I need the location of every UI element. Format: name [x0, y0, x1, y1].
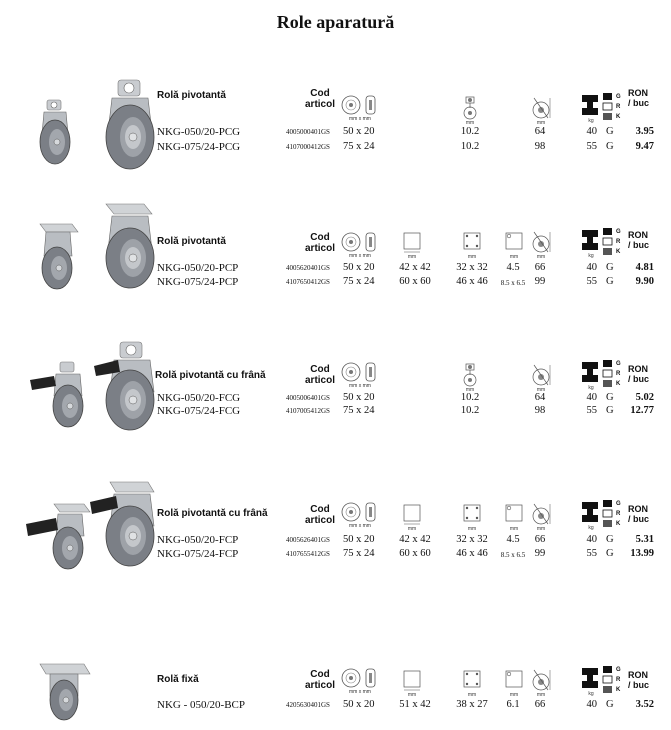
load-weight-icon: kg — [580, 500, 602, 534]
wheel-dimension-icon: mm x mm — [340, 93, 380, 125]
table-row: NKG-075/24-PCG 4107000412GS 75 x 24 10.2 98 55 G 9.47 — [157, 141, 654, 153]
caster-height-icon: mm — [530, 502, 552, 532]
plate-size-icon: mm — [400, 230, 424, 260]
wheel-dimension-icon: mm x mm — [340, 360, 380, 392]
section-bcp — [0, 610, 671, 730]
caster-plate-photo — [20, 196, 160, 316]
table-row: NKG-075/24-PCP 4107650412GS 75 x 24 60 x 60 46 x 46 8.5 x 6.5 99 55 G 9.90 — [157, 276, 654, 288]
load-weight-icon: kg — [580, 228, 602, 262]
section-title: Rolă pivotantă — [157, 236, 226, 247]
load-weight-icon: kg — [580, 360, 602, 394]
load-weight-icon: kg — [580, 93, 602, 127]
cod-articol-header: Cod articol — [304, 504, 335, 526]
hole-diameter-icon: mm — [503, 668, 525, 698]
load-weight-icon: kg — [580, 666, 602, 700]
price-header: RON / buc — [628, 230, 650, 250]
hole-spacing-icon: mm — [460, 502, 484, 532]
bolt-hole-icon: mm — [459, 363, 481, 393]
wheel-material-icon: G R K — [602, 359, 626, 393]
caster-height-icon: mm — [530, 363, 552, 393]
cod-articol-header: Cod articol — [304, 669, 335, 691]
price-header: RON / buc — [628, 88, 650, 108]
hole-diameter-icon: mm — [503, 502, 525, 532]
table-row: NKG-050/20-FCG 4005006401GS 50 x 20 10.2 64 40 G 5.02 — [157, 392, 654, 404]
caster-height-icon: mm — [530, 230, 552, 260]
section-fcp — [0, 474, 671, 594]
table-row: NKG-075/24-FCP 4107655412GS 75 x 24 60 x 60 46 x 46 8.5 x 6.5 99 55 G 13.99 — [157, 548, 654, 560]
wheel-material-icon: G R K — [602, 499, 626, 533]
section-title: Rolă pivotantă cu frână — [155, 370, 266, 381]
cod-articol-header: Cod articol — [304, 232, 335, 254]
bolt-hole-icon: mm — [459, 96, 481, 126]
section-pcp — [0, 196, 671, 316]
price-header: RON / buc — [628, 504, 650, 524]
wheel-dimension-icon: mm x mm — [340, 666, 380, 698]
table-row: NKG-050/20-FCP 4005626401GS 50 x 20 42 x 42 32 x 32 4.5 66 40 G 5.31 — [157, 534, 654, 546]
hole-spacing-icon: mm — [460, 668, 484, 698]
wheel-dimension-icon: mm x mm — [340, 500, 380, 532]
section-title: Rolă pivotantă cu frână — [157, 508, 268, 519]
section-title: Rolă pivotantă — [157, 90, 226, 101]
table-row: NKG - 050/20-BCP 4205630401GS 50 x 20 51 x 42 38 x 27 6.1 66 40 G 3.52 — [157, 699, 654, 711]
page-title: Role aparatură — [276, 12, 395, 32]
cod-articol-header: Cod articol — [304, 364, 335, 386]
caster-height-icon: mm — [530, 96, 552, 126]
table-row: NKG-075/24-FCG 4107005412GS 75 x 24 10.2 98 55 G 12.77 — [157, 405, 654, 417]
wheel-material-icon: G R K — [602, 665, 626, 699]
cod-articol-header: Cod articol — [304, 88, 335, 110]
hole-diameter-icon: mm — [503, 230, 525, 260]
wheel-dimension-icon: mm x mm — [340, 230, 380, 262]
caster-bolt-photo — [20, 62, 160, 182]
price-header: RON / buc — [628, 364, 650, 384]
wheel-material-icon: G R K — [602, 92, 626, 126]
price-header: RON / buc — [628, 670, 650, 690]
wheel-material-icon: G R K — [602, 227, 626, 261]
plate-size-icon: mm — [400, 668, 424, 698]
table-row: NKG-050/20-PCP 4005620401GS 50 x 20 42 x 42 32 x 32 4.5 66 40 G 4.81 — [157, 262, 654, 274]
section-title: Rolă fixă — [157, 674, 199, 685]
section-fcg — [0, 336, 671, 456]
table-row: NKG-050/20-PCG 4005000401GS 50 x 20 10.2 64 40 G 3.95 — [157, 126, 654, 138]
product-images — [20, 196, 160, 316]
hole-spacing-icon: mm — [460, 230, 484, 260]
product-images — [20, 62, 160, 182]
plate-size-icon: mm — [400, 502, 424, 532]
caster-height-icon: mm — [530, 668, 552, 698]
section-pcg — [0, 62, 671, 182]
